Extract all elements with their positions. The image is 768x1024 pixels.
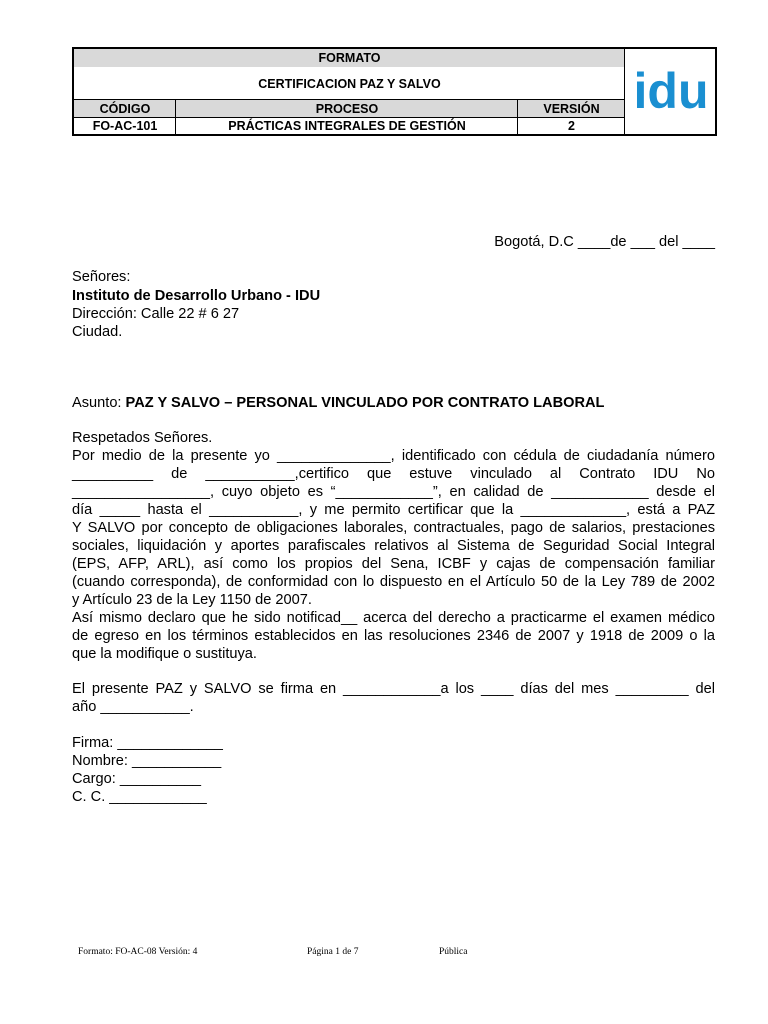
subject-label: Asunto: xyxy=(72,395,126,411)
paragraph-line: _________________, cuyo objeto es “____________”, en calidad de ____________ desde el xyxy=(72,484,715,500)
footer-formato: Formato: FO-AC-08 Versión: 4 xyxy=(78,947,198,957)
body-paragraph-1 xyxy=(72,447,715,609)
paragraph-line: El presente PAZ y SALVO se firma en ____________a los ____ días del mes _________ del xyxy=(72,681,715,697)
codigo-label: CÓDIGO xyxy=(74,100,176,118)
paragraph-line: de egreso en los términos establecidos en las resoluciones 2346 de 2007 y 1918 de 2009 o la xyxy=(72,628,715,644)
paragraph-line: año ___________. xyxy=(72,699,194,715)
paragraph-line: (cuando corresponda), de conformidad con lo dispuesto en el Artículo 50 de la Ley 789 de 2002 xyxy=(72,574,715,590)
salutation: Señores: xyxy=(72,269,131,285)
idu-logo-text: idu xyxy=(634,67,708,118)
signature-firma: Firma: _____________ xyxy=(72,735,223,751)
recipient-city: Ciudad. xyxy=(72,324,123,340)
paragraph-line: sociales, liquidación y aportes parafiscales relativos al Sistema de Seguridad Social Integral xyxy=(72,538,715,554)
signature-cargo: Cargo: __________ xyxy=(72,771,202,787)
paragraph-line: Por medio de la presente yo ______________, identificado con cédula de ciudadanía número xyxy=(72,448,715,464)
document-header-table xyxy=(72,47,717,136)
recipient-institution: Instituto de Desarrollo Urbano - IDU xyxy=(72,288,321,304)
document-title: CERTIFICACION PAZ Y SALVO xyxy=(258,76,441,91)
proceso-value: PRÁCTICAS INTEGRALES DE GESTIÓN xyxy=(228,119,466,133)
paragraph-line: que la modifique o sustituya. xyxy=(72,646,257,662)
codigo-value: FO-AC-101 xyxy=(92,119,158,133)
subject-text: PAZ Y SALVO – PERSONAL VINCULADO POR CONTRATO LABORAL xyxy=(125,395,605,411)
paragraph-line: Así mismo declaro que he sido notificad__ acerca del derecho a practicarme el examen médico xyxy=(72,610,715,626)
footer-page-number: Página 1 de 7 xyxy=(307,947,359,957)
proceso-label: PROCESO xyxy=(176,100,518,118)
body-paragraph-2 xyxy=(72,609,715,663)
signature-nombre: Nombre: ___________ xyxy=(72,753,222,769)
version-label: VERSIÓN xyxy=(518,100,625,118)
recipient-address: Dirección: Calle 22 # 6 27 xyxy=(72,306,240,322)
version-value: 2 xyxy=(568,119,575,133)
paragraph-line: y Artículo 23 de la Ley 1150 de 2007. xyxy=(72,592,312,608)
idu-logo xyxy=(627,51,715,134)
date-line: Bogotá, D.C ____de ___ del ____ xyxy=(494,234,715,250)
signature-cc: C. C. ____________ xyxy=(72,789,207,805)
paragraph-line: (EPS, AFP, ARL), así como los propios del Sena, ICBF y cajas de compensación familiar xyxy=(72,556,715,572)
paragraph-line: Y SALVO por concepto de obligaciones laborales, contractuales, pago de salarios, prestaciones xyxy=(72,520,715,536)
body-paragraph-3 xyxy=(72,680,715,716)
greeting: Respetados Señores. xyxy=(72,430,213,446)
paragraph-line: día _____ hasta el ___________, y me permito certificar que la _____________, está a PAZ xyxy=(72,502,715,518)
paragraph-line: __________ de ___________,certifico que estuve vinculado al Contrato IDU No xyxy=(72,466,715,482)
formato-label: FORMATO xyxy=(74,49,625,67)
subject-line xyxy=(72,394,604,412)
footer-classification: Pública xyxy=(439,947,468,957)
